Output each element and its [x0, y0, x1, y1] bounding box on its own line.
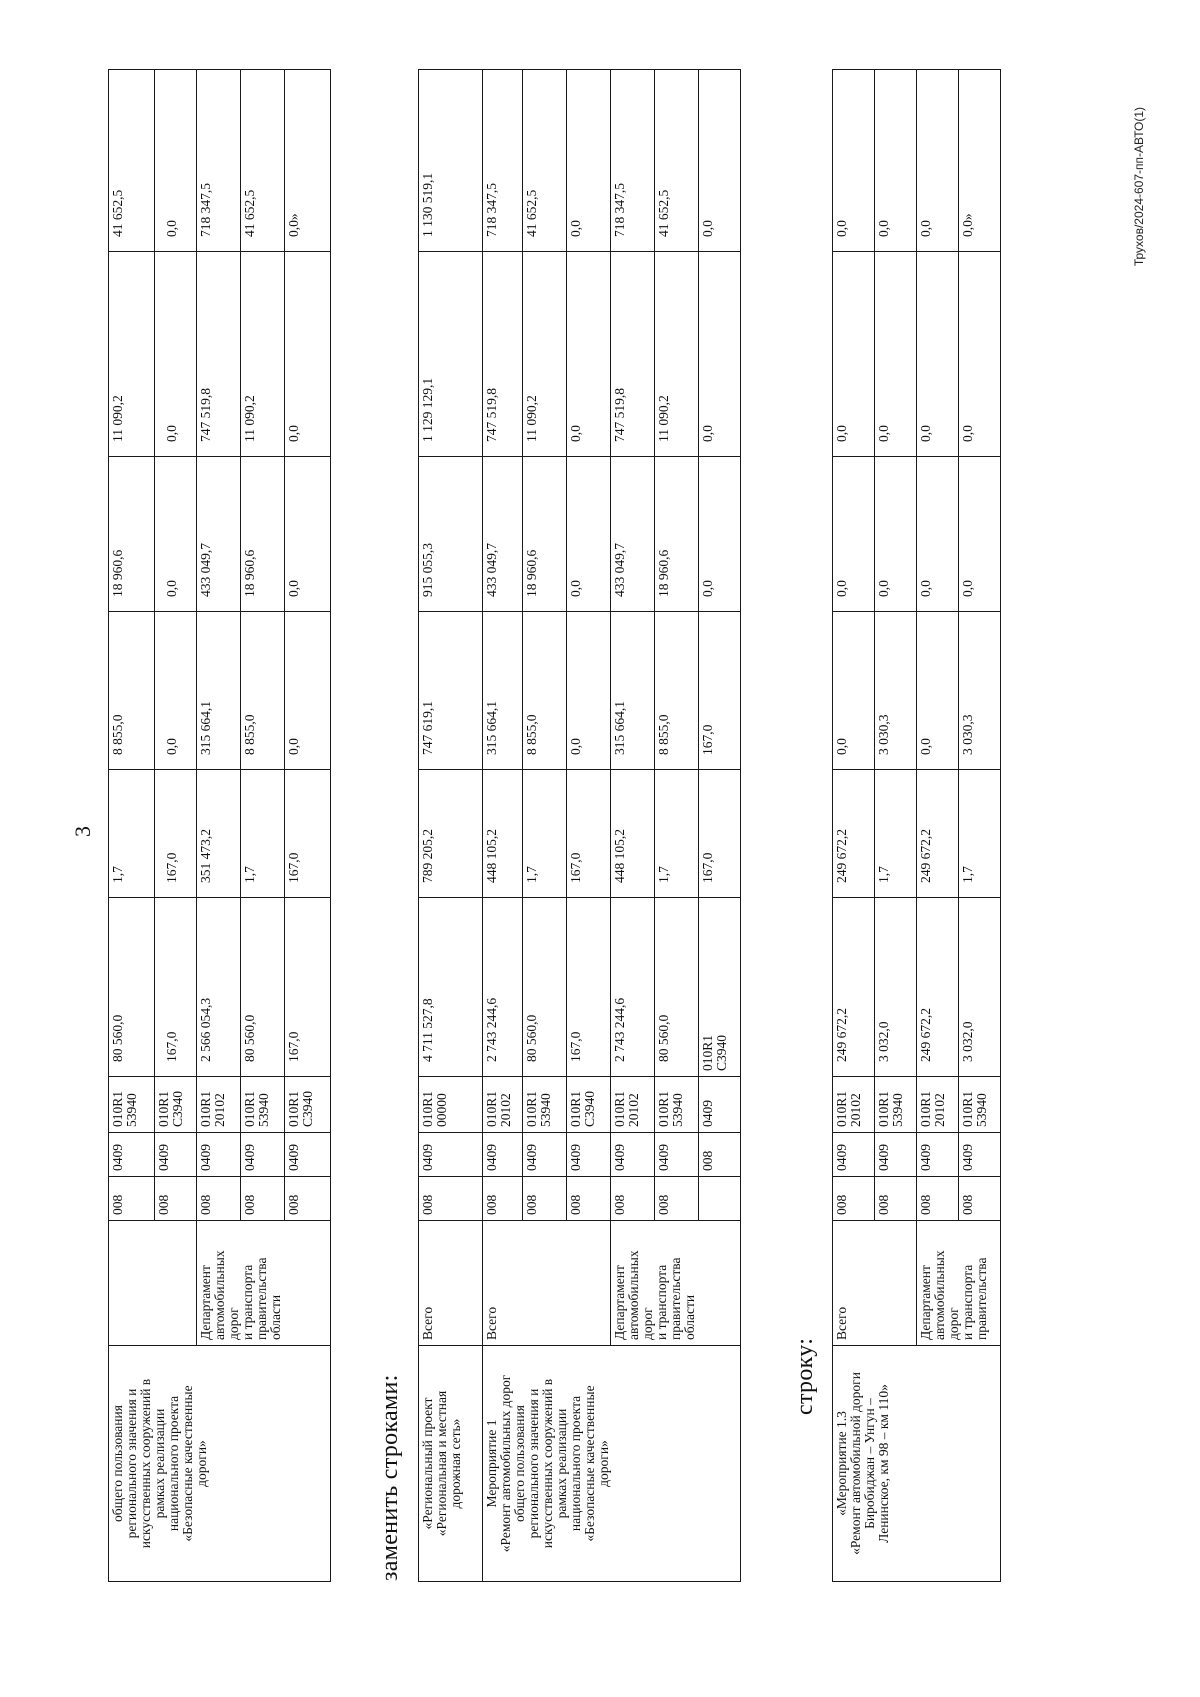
- table-row: [109, 70, 155, 1582]
- value-year-3: 18 960,6: [109, 457, 155, 612]
- value-total: 167,0: [285, 898, 331, 1077]
- value-total: 3 032,0: [959, 898, 1001, 1077]
- value-total: 2 743 244,6: [611, 898, 655, 1077]
- admin-code-cell: 008: [523, 1177, 567, 1221]
- admin-code-cell: 008: [875, 1177, 917, 1221]
- section-code-cell: 0409: [109, 1133, 155, 1177]
- admin-code-cell: 008: [285, 1177, 331, 1221]
- value-year-3: 0,0: [699, 252, 741, 457]
- target-code-cell: 010R1 20102: [197, 1077, 241, 1133]
- value-year-2: 747 619,1: [419, 612, 483, 770]
- value-year-2: 0,0: [833, 612, 875, 770]
- section-code-cell: 0409: [959, 1133, 1001, 1177]
- section-code-cell: 0409: [285, 1133, 331, 1177]
- page-number: 3: [70, 826, 95, 837]
- value-year-4: 747 519,8: [611, 252, 655, 457]
- table-row: [833, 70, 875, 1582]
- value-total: 167,0: [699, 770, 741, 898]
- value-year-1: 249 672,2: [917, 770, 959, 898]
- value-year-2: 8 855,0: [655, 612, 699, 770]
- value-total: 3 032,0: [875, 898, 917, 1077]
- target-code-cell: 010R1 20102: [483, 1077, 523, 1133]
- value-year-1: 1,7: [875, 770, 917, 898]
- value-year-1: 167,0: [285, 770, 331, 898]
- value-total: 167,0: [567, 898, 611, 1077]
- target-code-cell: 010R1 20102: [611, 1077, 655, 1133]
- value-year-2: 8 855,0: [523, 612, 567, 770]
- value-year-5: 0,0: [917, 70, 959, 252]
- value-year-4: 0,0: [567, 252, 611, 457]
- target-code-cell: 010R1 С3940: [285, 1077, 331, 1133]
- value-total: 2 743 244,6: [483, 898, 523, 1077]
- regional-project-cell: «Региональный проект «Региональная и местная дорожная сеть»: [419, 1346, 483, 1582]
- section-code-cell: 0409: [197, 1133, 241, 1177]
- caption-replace-with-rows: заменить строками:: [377, 1374, 403, 1581]
- value-year-4: 0,0: [917, 252, 959, 457]
- admin-code-cell: 008: [959, 1177, 1001, 1221]
- value-year-2: 315 664,1: [611, 612, 655, 770]
- admin-code-cell: 008: [419, 1177, 483, 1221]
- total-label-cell: Всего: [833, 1221, 917, 1346]
- target-code-cell: 010R1 20102: [917, 1077, 959, 1133]
- section-code-cell: 0409: [655, 1133, 699, 1177]
- value-year-5: 0,0: [567, 70, 611, 252]
- total-label-cell: Всего: [419, 1221, 483, 1346]
- executor-cell-empty: [109, 1221, 197, 1346]
- document-footer-id: Трухов/2024-607-пп-АВТО(1): [1132, 107, 1146, 267]
- value-year-3: 0,0: [285, 457, 331, 612]
- section-code-cell: 0409: [611, 1133, 655, 1177]
- value-year-2: 315 664,1: [197, 612, 241, 770]
- value-year-2: 3 030,3: [875, 612, 917, 770]
- admin-code-cell: 008: [917, 1177, 959, 1221]
- target-code-cell: 010R1 00000: [419, 1077, 483, 1133]
- executor-department-cell: Департамент автомобильных дорог и транспорта правительства области: [611, 1221, 741, 1346]
- value-year-5: 41 652,5: [523, 70, 567, 252]
- admin-code-cell: 008: [197, 1177, 241, 1221]
- value-year-4: 747 519,8: [197, 252, 241, 457]
- value-year-4: 0,0: [875, 252, 917, 457]
- value-year-2: 0,0: [155, 612, 197, 770]
- value-year-1: 249 672,2: [833, 770, 875, 898]
- target-code-cell: 010R1 20102: [833, 1077, 875, 1133]
- value-year-4: 0,0: [699, 70, 741, 252]
- executor-department-cell: Департамент автомобильных дорог и транспорта правительства области: [197, 1221, 331, 1346]
- value-year-1: 1,7: [109, 770, 155, 898]
- value-year-1: 1,7: [655, 770, 699, 898]
- value-year-5: 41 652,5: [109, 70, 155, 252]
- admin-code-cell: 008: [611, 1177, 655, 1221]
- admin-code-cell: 008: [699, 1133, 741, 1177]
- value-year-4: 11 090,2: [109, 252, 155, 457]
- target-code-cell: 010R1 С3940: [155, 1077, 197, 1133]
- value-year-3: 0,0: [875, 457, 917, 612]
- value-total: 2 566 054,3: [197, 898, 241, 1077]
- value-year-2: 315 664,1: [483, 612, 523, 770]
- value-year-4: 0,0: [959, 252, 1001, 457]
- value-year-4: 11 090,2: [655, 252, 699, 457]
- value-year-5: 41 652,5: [655, 70, 699, 252]
- target-code-cell: 010R1 53940: [959, 1077, 1001, 1133]
- section-code-cell: 0409: [875, 1133, 917, 1177]
- section-code-cell: 0409: [483, 1133, 523, 1177]
- table-continuation: [108, 69, 331, 1582]
- value-total: 167,0: [155, 898, 197, 1077]
- admin-code-cell: 008: [567, 1177, 611, 1221]
- empty-cell: [699, 1177, 741, 1221]
- section-code-cell: 0409: [419, 1133, 483, 1177]
- value-total: 80 560,0: [109, 898, 155, 1077]
- target-code-cell: 010R1 53940: [241, 1077, 285, 1133]
- value-year-5: 1 130 519,1: [419, 70, 483, 252]
- section-code-cell: 0409: [567, 1133, 611, 1177]
- section-code-cell: 0409: [523, 1133, 567, 1177]
- section-code-cell: 0409: [699, 1077, 741, 1133]
- executor-department-cell: Департамент автомобильных дорог и транспорта правительства: [917, 1221, 1001, 1346]
- value-total: 4 711 527,8: [419, 898, 483, 1077]
- value-year-1: 448 105,2: [611, 770, 655, 898]
- value-year-2: 0,0: [917, 612, 959, 770]
- table-replacement: [418, 69, 741, 1582]
- section-code-cell: 0409: [833, 1133, 875, 1177]
- section-code-cell: 0409: [155, 1133, 197, 1177]
- value-year-2: 0,0: [285, 612, 331, 770]
- value-year-3: 18 960,6: [241, 457, 285, 612]
- target-code-cell: 010R1 С3940: [567, 1077, 611, 1133]
- value-year-1: 1,7: [241, 770, 285, 898]
- value-total: 80 560,0: [655, 898, 699, 1077]
- value-year-3: 0,0: [959, 457, 1001, 612]
- value-year-4: 0,0: [285, 252, 331, 457]
- value-year-4: 1 129 129,1: [419, 252, 483, 457]
- table-row: [419, 70, 483, 1582]
- admin-code-cell: 008: [241, 1177, 285, 1221]
- table-row-measure-1-3: [832, 69, 1001, 1582]
- value-year-3: 18 960,6: [655, 457, 699, 612]
- value-year-3: 433 049,7: [197, 457, 241, 612]
- measure-1-3-cell: «Мероприятие 1.3 «Ремонт автомобильной дороги Биробиджан – Унгун – Ленинское, км 98 – км 110»: [833, 1346, 1001, 1582]
- value-total: 249 672,2: [917, 898, 959, 1077]
- caption-row: строку:: [792, 1337, 818, 1415]
- table-row: [483, 70, 523, 1582]
- value-year-5: 0,0»: [959, 70, 1001, 252]
- value-year-4: 11 090,2: [241, 252, 285, 457]
- value-year-1: 448 105,2: [483, 770, 523, 898]
- value-year-1: 167,0: [155, 770, 197, 898]
- event-name-cell: общего пользования регионального значения и искусственных сооружений в рамках реализации национального проекта «Безопасные качественные дороги»: [109, 1346, 331, 1582]
- value-total: 80 560,0: [523, 898, 567, 1077]
- value-year-4: 0,0: [155, 252, 197, 457]
- value-year-2: 0,0: [567, 612, 611, 770]
- measure-1-cell: Мероприятие 1 «Ремонт автомобильных дорог общего пользования регионального значения и искусственных сооружений в рамках реализации национального проекта «Безопасные качественные дороги»: [483, 1346, 741, 1582]
- value-year-4: 747 519,8: [483, 252, 523, 457]
- value-year-3: 0,0: [567, 457, 611, 612]
- target-code-cell: 010R1 С3940: [699, 898, 741, 1077]
- value-year-5: 0,0: [875, 70, 917, 252]
- target-code-cell: 010R1 53940: [523, 1077, 567, 1133]
- value-year-5: 0,0»: [285, 70, 331, 252]
- value-year-2: 8 855,0: [109, 612, 155, 770]
- value-total: 80 560,0: [241, 898, 285, 1077]
- value-year-3: 0,0: [917, 457, 959, 612]
- value-year-5: 41 652,5: [241, 70, 285, 252]
- value-year-2: 8 855,0: [241, 612, 285, 770]
- value-year-3: 433 049,7: [611, 457, 655, 612]
- target-code-cell: 010R1 53940: [655, 1077, 699, 1133]
- value-year-4: 11 090,2: [523, 252, 567, 457]
- value-year-2: 3 030,3: [959, 612, 1001, 770]
- value-year-3: 433 049,7: [483, 457, 523, 612]
- target-code-cell: 010R1 53940: [109, 1077, 155, 1133]
- total-label-cell: Всего: [483, 1221, 611, 1346]
- value-year-1: 167,0: [699, 612, 741, 770]
- value-year-5: 0,0: [155, 70, 197, 252]
- section-code-cell: 0409: [241, 1133, 285, 1177]
- value-year-4: 0,0: [833, 252, 875, 457]
- admin-code-cell: 008: [155, 1177, 197, 1221]
- value-year-5: 0,0: [833, 70, 875, 252]
- value-year-3: 915 055,3: [419, 457, 483, 612]
- target-code-cell: 010R1 53940: [875, 1077, 917, 1133]
- value-year-5: 718 347,5: [197, 70, 241, 252]
- admin-code-cell: 008: [655, 1177, 699, 1221]
- value-year-3: 0,0: [833, 457, 875, 612]
- value-year-1: 351 473,2: [197, 770, 241, 898]
- value-year-1: 789 205,2: [419, 770, 483, 898]
- value-year-1: 1,7: [959, 770, 1001, 898]
- section-code-cell: 0409: [917, 1133, 959, 1177]
- value-year-2: 0,0: [699, 457, 741, 612]
- admin-code-cell: 008: [833, 1177, 875, 1221]
- value-year-5: 718 347,5: [483, 70, 523, 252]
- value-year-1: 1,7: [523, 770, 567, 898]
- value-year-1: 167,0: [567, 770, 611, 898]
- value-year-3: 18 960,6: [523, 457, 567, 612]
- value-total: 249 672,2: [833, 898, 875, 1077]
- value-year-5: 718 347,5: [611, 70, 655, 252]
- admin-code-cell: 008: [483, 1177, 523, 1221]
- admin-code-cell: 008: [109, 1177, 155, 1221]
- value-year-3: 0,0: [155, 457, 197, 612]
